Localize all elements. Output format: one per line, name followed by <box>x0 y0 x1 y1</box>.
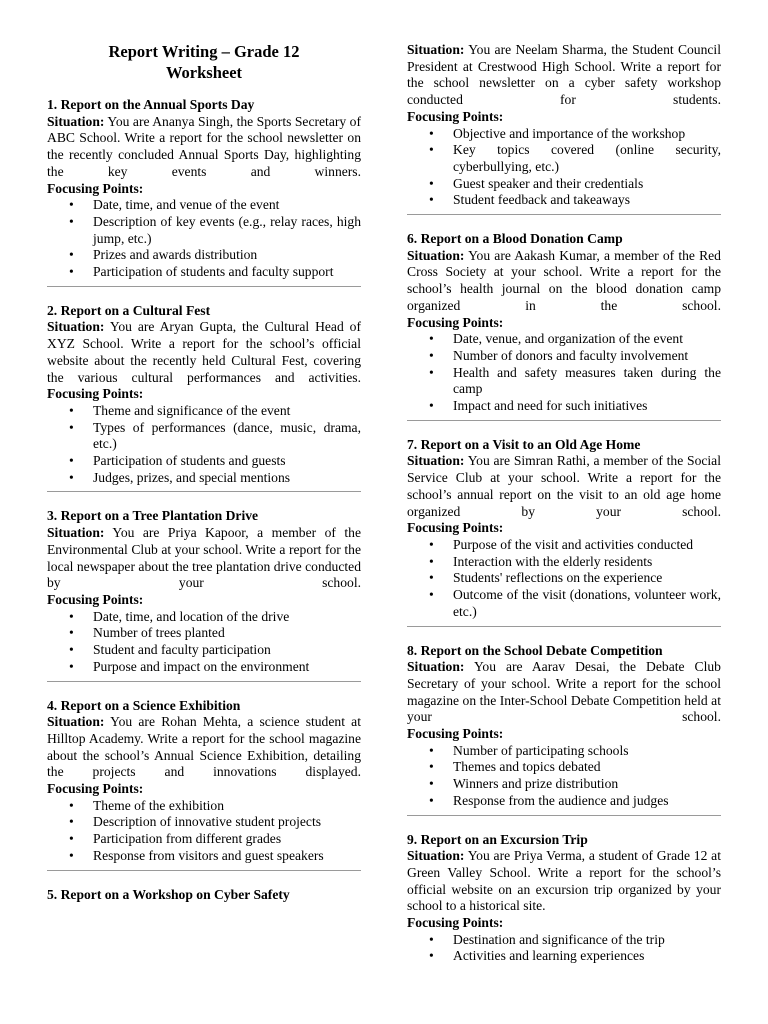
situation-text: You are Simran Rathi, a member of the Social Service Club at your school. Write a report for the school’s annual report on the visit to an old age home organized by your school. <box>407 453 721 519</box>
focus-label: Focusing Points: <box>407 108 504 124</box>
section-heading: 2. Report on a Cultural Fest <box>47 302 211 318</box>
report-section-8 <box>407 643 721 816</box>
list-item: • Impact and need for such initiatives <box>407 398 721 415</box>
situation-label: Situation: <box>407 453 465 469</box>
report-section-4 <box>47 698 361 871</box>
focus-points-list <box>407 331 721 415</box>
focus-points-list <box>47 197 361 281</box>
situation-label: Situation: <box>407 848 465 864</box>
report-section-7 <box>407 437 721 627</box>
list-item: • Number of participating schools <box>407 743 721 760</box>
focus-points-list <box>407 537 721 621</box>
situation-text: You are Ananya Singh, the Sports Secretary of ABC School. Write a report for the school newsletter on the recently concluded Annual Sports Day, highlighting the key events and winners. <box>47 113 361 179</box>
list-item: • Objective and importance of the workshop <box>407 126 721 143</box>
situation-paragraph <box>47 525 361 592</box>
list-item: • Description of key events (e.g., relay races, high jump, etc.) <box>47 214 361 247</box>
list-item: • Number of donors and faculty involvement <box>407 348 721 365</box>
left-column <box>47 42 361 924</box>
list-item: • Description of innovative student projects <box>47 814 361 831</box>
list-item: • Key topics covered (online security, cyberbullying, etc.) <box>407 142 721 175</box>
focus-label: Focusing Points: <box>47 781 144 797</box>
list-item: • Date, venue, and organization of the event <box>407 331 721 348</box>
focus-label: Focusing Points: <box>407 726 504 742</box>
report-section-5-heading <box>47 887 361 909</box>
situation-text: You are Neelam Sharma, the Student Council President at Crestwood High School. Write a report for the school newsletter on a cyber safety workshop conducted for students. <box>407 42 721 108</box>
situation-text: You are Rohan Mehta, a science student at Hilltop Academy. Write a report for the school magazine about the school’s Annual Science Exhibition, detailing the projects and innovations displayed. <box>47 714 361 780</box>
focus-points-list <box>407 743 721 810</box>
situation-paragraph <box>407 848 721 915</box>
report-section-2 <box>47 303 361 493</box>
section-heading: 1. Report on the Annual Sports Day <box>47 97 255 112</box>
focus-label: Focusing Points: <box>407 314 504 330</box>
focus-label: Focusing Points: <box>47 180 144 196</box>
situation-paragraph <box>407 453 721 520</box>
situation-paragraph <box>407 42 721 109</box>
report-section-3 <box>47 508 361 681</box>
section-heading: 5. Report on a Workshop on Cyber Safety <box>47 886 290 902</box>
list-item: • Activities and learning experiences <box>407 948 721 965</box>
list-item: • Participation of students and faculty support <box>47 264 361 281</box>
list-item: • Theme and significance of the event <box>47 403 361 420</box>
list-item: • Number of trees planted <box>47 625 361 642</box>
situation-paragraph <box>407 659 721 726</box>
focus-points-list <box>407 932 721 965</box>
section-heading: 3. Report on a Tree Plantation Drive <box>47 508 259 524</box>
situation-label: Situation: <box>47 319 105 335</box>
situation-label: Situation: <box>47 714 105 730</box>
situation-paragraph <box>47 714 361 781</box>
focus-label: Focusing Points: <box>407 520 504 536</box>
list-item: • Response from visitors and guest speakers <box>47 848 361 865</box>
section-heading: 7. Report on a Visit to an Old Age Home <box>407 436 641 452</box>
situation-text: You are Priya Kapoor, a member of the Environmental Club at your school. Write a report for the local newspaper about the tree plantation drive conducted by your school. <box>47 525 361 591</box>
list-item: • Destination and significance of the trip <box>407 932 721 949</box>
focus-points-list <box>47 798 361 865</box>
focus-label: Focusing Points: <box>407 915 504 931</box>
list-item: • Student and faculty participation <box>47 642 361 659</box>
list-item: • Judges, prizes, and special mentions <box>47 470 361 487</box>
situation-label: Situation: <box>407 247 465 263</box>
list-item: • Interaction with the elderly residents <box>407 554 721 571</box>
situation-paragraph <box>47 114 361 181</box>
section-heading: 6. Report on a Blood Donation Camp <box>407 231 623 247</box>
list-item: • Student feedback and takeaways <box>407 192 721 209</box>
section-heading: 4. Report on a Science Exhibition <box>47 697 241 713</box>
report-section-5-body <box>407 42 721 215</box>
report-section-9 <box>407 832 721 971</box>
focus-label: Focusing Points: <box>47 386 144 402</box>
list-item: • Response from the audience and judges <box>407 793 721 810</box>
section-heading: 9. Report on an Excursion Trip <box>407 831 588 847</box>
situation-text: You are Aakash Kumar, a member of the Red Cross Society at your school. Write a report for the school’s health journal on the blood donation camp organized in the school. <box>407 247 721 313</box>
situation-label: Situation: <box>407 659 465 675</box>
situation-label: Situation: <box>47 113 105 129</box>
focus-points-list <box>407 126 721 210</box>
situation-label: Situation: <box>47 525 105 541</box>
list-item: • Types of performances (dance, music, drama, etc.) <box>47 420 361 453</box>
list-item: • Participation of students and guests <box>47 453 361 470</box>
report-section-1 <box>47 97 361 287</box>
right-column <box>407 42 721 986</box>
situation-paragraph <box>47 319 361 386</box>
page-title: Report Writing – Grade 12 Worksheet <box>108 42 300 82</box>
list-item: • Theme of the exhibition <box>47 798 361 815</box>
list-item: • Participation from different grades <box>47 831 361 848</box>
list-item: • Students' reflections on the experience <box>407 570 721 587</box>
situation-text: You are Aryan Gupta, the Cultural Head of XYZ School. Write a report for the school’s official website about the recently held Cultural Fest, covering the various cultural performances and activities. <box>47 319 362 385</box>
focus-points-list <box>47 403 361 487</box>
list-item: • Themes and topics debated <box>407 759 721 776</box>
list-item: • Purpose and impact on the environment <box>47 659 361 676</box>
list-item: • Date, time, and location of the drive <box>47 609 361 626</box>
list-item: • Guest speaker and their credentials <box>407 176 721 193</box>
situation-text: You are Priya Verma, a student of Grade 12 at Green Valley School. Write a report for the school’s official website on an excursion trip organized by your school to a historical site. <box>407 848 721 914</box>
list-item: • Outcome of the visit (donations, volunteer work, etc.) <box>407 587 721 620</box>
list-item: • Purpose of the visit and activities conducted <box>407 537 721 554</box>
situation-paragraph <box>407 248 721 315</box>
list-item: • Health and safety measures taken during the camp <box>407 365 721 398</box>
situation-text: You are Aarav Desai, the Debate Club Secretary of your school. Write a report for the school magazine on the Inter-School Debate Competition held at your school. <box>407 659 721 725</box>
list-item: • Winners and prize distribution <box>407 776 721 793</box>
list-item: • Prizes and awards distribution <box>47 247 361 264</box>
list-item: • Date, time, and venue of the event <box>47 197 361 214</box>
focus-label: Focusing Points: <box>47 591 144 607</box>
section-heading: 8. Report on the School Debate Competition <box>407 642 663 658</box>
focus-points-list <box>47 609 361 676</box>
situation-label: Situation: <box>407 42 465 57</box>
report-section-6 <box>407 231 721 421</box>
